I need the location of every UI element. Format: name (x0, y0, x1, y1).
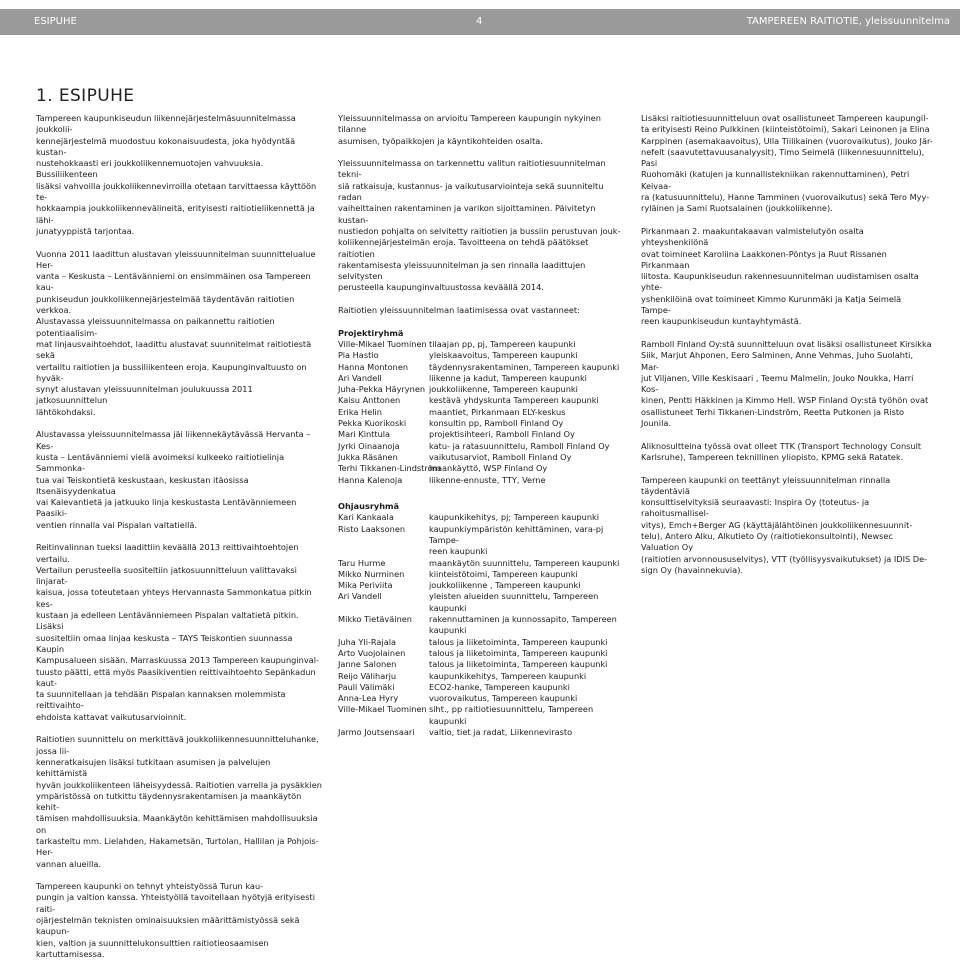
member-role: yleiskaavoitus, Tampereen kaupunki (429, 350, 578, 361)
paragraph: Tampereen kaupunkiseudun liikennejärjestelmäsuunnitelmassa joukkolii- kennejärjestelmä muodostuu kokonaisuudesta, joka hyödyntää kustan- nustehokkaasti eri joukkoliikennemuotojen vahvuuksia. Bussiliikenteen lisäksi vahvoilla joukkoliikennevirroilla otetaan tarvittaessa käyttöön te- hokkaampia joukkoliikennevälineitä, erityisesti raitiotieliikennettä ja lähi- junatyyppistä tarjontaa. (36, 113, 317, 236)
member-name: Pia Hastio (338, 350, 379, 361)
paragraph: Tampereen kaupunki on teettänyt yleissuunnitelman rinnalla täydentäviä konsulttiselvityksiä seuraavasti: Inspira Oy (toteutus- ja rahoitusmallisel- vitys), Emch+Berger AG (käyttäjälähtöinen joukkoliikennesuunnit- telu), Antero Alku, Alkutieto Oy (raitiotiekonsultointi), Newsec Valuation Oy (raitiotien arvonnoususelvitys), VTT (työllisyysvaikutukset) ja IDIS De- sign Oy (havainnekuvia). (641, 474, 928, 575)
member-role: liikenne-ennuste, TTY, Verne (429, 474, 546, 485)
member-name: Pekka Kuorikoski (338, 418, 407, 429)
text-column-3 (641, 113, 933, 587)
member-row (338, 362, 624, 373)
member-row (338, 407, 624, 418)
member-name: Ville-Mikael Tuominen (338, 704, 427, 715)
member-role: ECO2-hanke, Tampereen kaupunki (429, 681, 570, 692)
member-name: Erika Helin (338, 406, 382, 417)
member-name: Anna-Lea Hyry (338, 693, 399, 704)
member-role: tilaajan pp, pj, Tampereen kaupunki (429, 338, 576, 349)
member-row (338, 648, 624, 659)
member-role: talous ja liiketoiminta, Tampereen kaupunki (429, 659, 608, 670)
member-role: kaupunkikehitys, pj; Tampereen kaupunki (429, 512, 600, 523)
member-row (338, 637, 624, 648)
paragraph: Yleissuunnitelmassa on arvioitu Tampereen kaupungin nykyinen tilanne asumisen, työpaikkojen ja käyntikohteiden osalta. (338, 113, 601, 146)
member-role: rakennuttaminen ja kunnossapito, Tampereen kaupunki (429, 614, 617, 636)
member-row (338, 350, 624, 361)
member-name: Ari Vandell (338, 591, 382, 602)
member-role: maankäytön suunnittelu, Tampereen kaupunki (429, 557, 620, 568)
paragraph: Raitiotien suunnittelu on merkittävä joukkoliikennesuunnitteluhanke, jossa lii- kenneratkaisujen lisäksi tutkitaan asumisen ja palvelujen kehittämistä hyvän joukkoliikenteen läheisyydessä. Raitiotien varrella ja pysäkkien ympäristössä on tutkittu täydennysrakentamisen ja maankäytön kehit- tämisen mahdollisuuksia. Maankäytön kehittämisen mahdollisuuksia on tarkasteltu mm. Lielahden, Hakametsän, Turtolan, Hallilan ja Pohjois-Her- vannan alueilla. (36, 734, 322, 869)
member-row (338, 659, 624, 670)
member-row (338, 429, 624, 440)
member-row (338, 682, 624, 693)
member-role: kiinteistötoimi, Tampereen kaupunki (429, 568, 578, 579)
text-column-1 (36, 113, 322, 972)
member-name: Jukka Räsänen (338, 451, 398, 462)
member-role: joukkoliikenne , Tampereen kaupunki (429, 580, 581, 591)
member-name: Reijo Väliharju (338, 670, 397, 681)
page-number: 4 (476, 16, 483, 27)
header-document-title: TAMPEREEN RAITIOTIE, yleissuunnitelma (746, 16, 950, 27)
paragraph: Aliknosultteina työssä ovat olleet TTK (Transport Technology Consult Karlsruhe), Tampereen teknillinen yliopisto, KPMG sekä Ratatek. (641, 440, 922, 462)
member-name: Taru Hurme (338, 557, 386, 568)
member-row (338, 693, 624, 704)
member-row (338, 463, 624, 474)
member-role: siht., pp raitiotiesuunnittelu, Tampereen kaupunki (429, 704, 594, 726)
member-role: talous ja liiketoiminta, Tampereen kaupunki (429, 647, 608, 658)
paragraph: Yleissuunnitelmassa on tarkennettu valitun raitiotiesuunnitelman tekni- siä ratkaisuja, kustannus- ja vaikutusarviointeja sekä suunniteltu radan vaiheittainen rakentaminen ja varikon sijoittaminen. Päivitetyn kustan- nustiedon pohjalta on selvitetty raitiotien ja bussiin perustuvan jouk- koliikennejärjestelmän eroja. Tavoitteena on tehdä päätökset raitiotien rakentamisesta yleissuunnitelman ja sen rinnalla laadittujen selvitysten perusteella kaupunginvaltuustossa keväällä 2014. (338, 158, 621, 293)
member-name: Hanna Kalenoja (338, 474, 403, 485)
member-row (338, 441, 624, 452)
member-role: konsultin pp, Ramboll Finland Oy (429, 418, 564, 429)
member-name: Juha Yli-Rajala (338, 636, 397, 647)
member-name: Ari Vandell (338, 372, 382, 383)
member-row (338, 512, 624, 523)
page-header (0, 9, 960, 35)
paragraph: Ramboll Finland Oy:stä suunnitteluun ovat lisäksi osallistuneet Kirsikka Siik, Marjut Ahponen, Eero Salminen, Anne Vehmas, Juho Suolahti, Mar- jut Viljanen, Ville Keskisaari , Teemu Malmelin, Jouko Noukka, Harri Kos- kinen, Pentti Häkkinen ja Kimmo Hell. WSP Finland Oy:stä työhön ovat osallistuneet Terhi Tikkanen-Lindström, Reetta Putkonen ja Risto Jounila. (641, 338, 932, 429)
member-list-projektiryhma (338, 339, 624, 486)
member-role: yleisten alueiden suunnittelu, Tampereen kaupunki (429, 591, 599, 613)
member-name: Ville-Mikael Tuominen (338, 338, 427, 349)
member-name: Janne Salonen (338, 659, 397, 670)
member-role: kaupunkiympäristön kehittäminen, vara-pj Tampe- reen kaupunki (429, 523, 604, 557)
paragraph: Pirkanmaan 2. maakuntakaavan valmistelutyön osalta yhteyshenkilönä ovat toimineet Karoliina Laakkonen-Pöntys ja Ruut Rissanen Pirkanmaan liitosta. Kaupunkiseudun rakennesuunnitelman uudistamisen osalta yhte- yshenkilöinä ovat toimineet Kimmo Kurunmäki ja Katja Seimelä Tampe- reen kaupunkiseudun kuntayhtymästä. (641, 225, 919, 327)
member-role: vaikutusarviot, Ramboll Finland Oy (429, 451, 572, 462)
chapter-title: 1. ESIPUHE (36, 86, 135, 106)
member-row (338, 418, 624, 429)
member-role: liikenne ja kadut, Tampereen kaupunki (429, 372, 587, 383)
member-name: Kari Kankaala (338, 512, 394, 523)
paragraph: Reitinvalinnan tueksi laadittiin keväällä 2013 reittivaihtoehtojen vertailu. Vertailun perusteella suositeltiin jatkosuunnitteluun valittavaksi linjarat- kaisua, jossa toteutetaan yhteys Hervannasta Sammonkatua pitkin kes- kustaan ja edelleen Lentävänniemeen Pispalan valtatietä pitkin. Lisäksi suositeltiin omaa linjaa keskusta – TAYS Teiskontien suunnassa Kaupin Kampusalueen sisään. Marraskuussa 2013 Tampereen kaupunginval- tuusto päätti, että myös Paasikiventien reittivaihtoehto Sepänkadun kaut- ta suunnitellaan ja tehdään Pispalan kannaksen molemmista reittivaihto- ehdoista kattavat vaikutusarvioinnit. (36, 542, 319, 722)
text-column-2 (338, 113, 624, 738)
member-row (338, 524, 624, 558)
member-row (338, 373, 624, 384)
member-name: Arto Vuojolainen (338, 647, 406, 658)
member-role: kestävä yhdyskunta Tampereen kaupunki (429, 395, 599, 406)
member-row (338, 580, 624, 591)
member-name: Kaisu Anttonen (338, 395, 401, 406)
member-role: valtio, tiet ja radat, Liikennevirasto (429, 727, 573, 738)
paragraph: Alustavassa yleissuunnitelmassa jäi liikennekäytävässä Hervanta – Kes- kusta – Lentävänniemi vielä avoimeksi kulkeeko raitiotielinja Sammonka- tua vai Teiskontietä keskustaan, keskustan itäosissa Itsenäisyydenkatua vai Kalevantietä ja jatkuuko linja keskustasta Lentävänniemeen Paasiki- ventien rinnalla vai Pispalan valtatiellä. (36, 429, 311, 530)
member-row (338, 475, 624, 486)
member-name: Mikko Tietäväinen (338, 614, 412, 625)
member-row (338, 384, 624, 395)
member-role: vuorovaikutus, Tampereen kaupunki (429, 693, 578, 704)
member-name: Mika Periviita (338, 580, 393, 591)
member-role: kaupunkikehitys, Tampereen kaupunki (429, 670, 587, 681)
member-name: Terhi Tikkanen-Lindström (338, 463, 441, 474)
member-name: Mikko Nurminen (338, 568, 405, 579)
member-name: Pauli Välimäki (338, 681, 395, 692)
member-role: maankäyttö, WSP Finland Oy (429, 463, 548, 474)
member-name: Hanna Montonen (338, 361, 409, 372)
member-name: Juha-Pekka Häyrynen (338, 384, 426, 395)
member-name: Risto Laaksonen (338, 523, 406, 534)
paragraph: Raitiotien yleissuunnitelman laatimisessa ovat vastanneet: (338, 305, 580, 316)
member-role: joukkoliikenne, Tampereen kaupunki (429, 384, 578, 395)
member-name: Jarmo Joutsensaari (338, 727, 415, 738)
member-role: täydennysrakentaminen, Tampereen kaupunki (429, 361, 620, 372)
member-list-ohjausryhma (338, 512, 624, 738)
member-row (338, 558, 624, 569)
paragraph: Vuonna 2011 laadittun alustavan yleissuunnitelman suunnittelualue Her- vanta – Keskusta – Lentävänniemi on ensimmäinen osa Tampereen kau- punkiseudun joukkoliikennejärjestelmää täydentävän raitiotien verkkoa. Alustavassa yleissuunnitelmassa on paikannettu raitiotien potentiaalisim- mat linjausvaihtoehdot, laadittu alustavat suunnitelmat raitiotiestä sekä vertailtu raitiotien ja bussiliikenteen eroja. Kaupunginvaltuusto on hyväk- synyt alustavan yleissuunnitelman joulukuussa 2011 jatkosuunnittelun lähtökohdaksi. (36, 248, 316, 417)
member-row (338, 614, 624, 637)
header-section-title: ESIPUHE (34, 16, 77, 27)
member-name: Mari Kinttula (338, 429, 391, 440)
member-row (338, 727, 624, 738)
member-row (338, 395, 624, 406)
member-role: katu- ja ratasuunnittelu, Ramboll Finland Oy (429, 440, 610, 451)
member-name: Jyrki Oinaanoja (338, 440, 400, 451)
member-role: maantiet, Pirkanmaan ELY-keskus (429, 406, 566, 417)
member-row (338, 671, 624, 682)
paragraph: Lisäksi raitiotiesuunnitteluun ovat osallistuneet Tampereen kaupungil- ta erityisesti Reino Pulkkinen (kiinteistötoimi), Sakari Leinonen ja Elina Karppinen (asemakaavoitus), Ulla Tiilikainen (vuorovaikutus), Jouko Jär- nefelt (saavutettavuusanalyysit), Timo Seimelä (liikennesuunnittelu), Pasi Ruohomäki (katujen ja kunnallistekniikan rakennuttaminen), Petri Keivaa- ra (katusuunnittelu), Hanne Tamminen (vuorovaikutus) sekä Tero Myy- ryläinen ja Sami Ruotsalainen (joukkoliikenne). (641, 113, 933, 214)
member-row (338, 569, 624, 580)
group-title-projektiryhma: Projektiryhmä (338, 327, 404, 338)
member-role: talous ja liiketoiminta, Tampereen kaupunki (429, 636, 608, 647)
member-row (338, 452, 624, 463)
member-row (338, 339, 624, 350)
paragraph: Tampereen kaupunki on tehnyt yhteistyössä Turun kau- pungin ja valtion kanssa. Yhteistyöllä tavoitellaan hyötyjä erityisesti raiti- ojärjestelmän teknisten ominaisuuksien määrittämistyössä sekä kaupun- kien, valtion ja suunnittelukonsulttien raitiotieosaamisen kartuttamisessa. (36, 881, 315, 959)
member-row (338, 704, 624, 727)
group-title-ohjausryhma: Ohjausryhmä (338, 501, 400, 512)
member-row (338, 591, 624, 614)
member-role: projektisihteeri, Ramboll Finland Oy (429, 429, 575, 440)
